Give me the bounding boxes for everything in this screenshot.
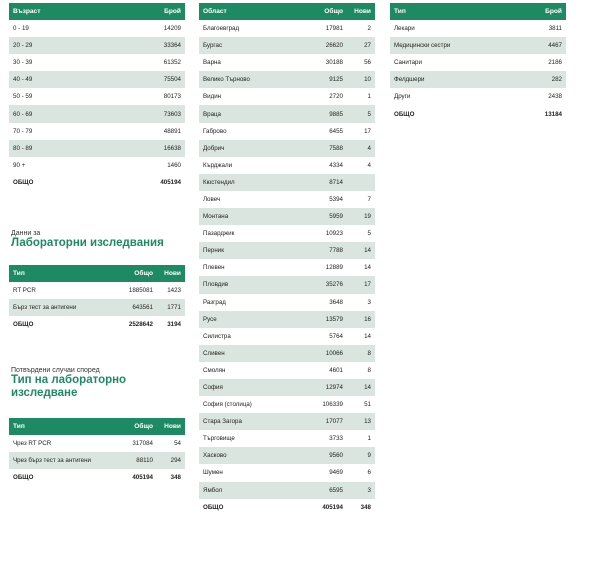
table-row bbox=[199, 157, 375, 174]
cell: 9885 bbox=[299, 105, 347, 122]
cell: Бърз тест за антигени bbox=[9, 299, 101, 316]
cell: 19 bbox=[347, 208, 375, 225]
cell: 9560 bbox=[299, 447, 347, 464]
cell: Търговище bbox=[203, 435, 235, 443]
cell: 0 - 19 bbox=[13, 25, 29, 33]
cell: 26620 bbox=[299, 37, 347, 54]
cell: 8 bbox=[367, 366, 371, 374]
cell: 2186 bbox=[548, 59, 562, 67]
confirmed-cases-table bbox=[9, 418, 185, 486]
table-row bbox=[199, 276, 375, 293]
cell: 643561 bbox=[101, 299, 157, 316]
cell: 61352 bbox=[163, 59, 181, 67]
cell: 1423 bbox=[167, 287, 181, 295]
table-row bbox=[199, 191, 375, 208]
cell: ОБЩО bbox=[9, 316, 101, 333]
cell: 16 bbox=[347, 311, 375, 328]
cell: 348 bbox=[347, 499, 375, 516]
cell: 5959 bbox=[299, 208, 347, 225]
cell: 13 bbox=[347, 413, 375, 430]
cell: 14209 bbox=[163, 25, 181, 33]
cell: Медицински сестри bbox=[390, 37, 500, 54]
confirmed-section-heading bbox=[11, 367, 126, 400]
lab-tests-table bbox=[9, 265, 185, 333]
cell: 17 bbox=[364, 127, 371, 135]
cell: 17 bbox=[347, 276, 375, 293]
total-row bbox=[199, 499, 375, 516]
table-row bbox=[9, 299, 185, 316]
cell: Плевен bbox=[203, 264, 225, 272]
cell: 40 - 49 bbox=[9, 71, 119, 88]
cell: Лекари bbox=[394, 25, 415, 33]
cell: RT PCR bbox=[13, 287, 36, 295]
cell: 10 bbox=[347, 71, 375, 88]
cell: 3733 bbox=[329, 435, 343, 443]
cell: Благоевград bbox=[203, 25, 240, 33]
cell: 6 bbox=[367, 469, 371, 477]
col-header: Тип bbox=[394, 8, 406, 15]
cell: 51 bbox=[364, 401, 371, 409]
cell: 1 bbox=[367, 435, 371, 443]
cell: 33364 bbox=[119, 37, 185, 54]
table-row bbox=[199, 54, 375, 71]
col-header: Нови bbox=[164, 423, 181, 430]
cell: 16638 bbox=[119, 140, 185, 157]
section-title: Лабораторни изследвания bbox=[11, 237, 164, 249]
table-row bbox=[199, 345, 375, 362]
cell: 3 bbox=[367, 298, 371, 306]
cell: Сливен bbox=[199, 345, 299, 362]
table-row bbox=[199, 174, 375, 191]
cell: 90 + bbox=[13, 161, 26, 169]
cell: 3 bbox=[347, 482, 375, 499]
table-row bbox=[199, 71, 375, 88]
cell: 10923 bbox=[325, 230, 343, 238]
cell: 14 bbox=[347, 242, 375, 259]
col-header: Общо bbox=[134, 423, 153, 430]
cell: 4334 bbox=[329, 161, 343, 169]
section-title-line2: изследване bbox=[11, 387, 78, 400]
lab-section-heading bbox=[11, 230, 164, 250]
cell: 2528642 bbox=[101, 316, 157, 333]
table-row bbox=[9, 20, 185, 37]
cell: София bbox=[199, 379, 299, 396]
region-table-body bbox=[199, 20, 375, 516]
cell: ОБЩО bbox=[9, 469, 109, 486]
cell: Бургас bbox=[199, 37, 299, 54]
cell: ОБЩО bbox=[199, 499, 299, 516]
table-row bbox=[199, 123, 375, 140]
table-row bbox=[199, 242, 375, 259]
col-header: Възраст bbox=[13, 8, 41, 15]
total-row bbox=[9, 174, 185, 191]
medical-staff-table bbox=[390, 3, 566, 123]
cell: София (столица) bbox=[203, 401, 252, 409]
cell: Чрез бърз тест за антигени bbox=[9, 452, 109, 469]
table-row bbox=[199, 140, 375, 157]
table-header bbox=[199, 3, 375, 20]
total-row bbox=[9, 316, 185, 333]
table-row bbox=[9, 282, 185, 299]
cell: 48891 bbox=[163, 127, 181, 135]
table-header bbox=[9, 3, 185, 20]
cell: Стара Загора bbox=[199, 413, 299, 430]
table-row bbox=[9, 140, 185, 157]
cell: Шумен bbox=[203, 469, 223, 477]
cell: 5 bbox=[347, 105, 375, 122]
cell: 6595 bbox=[299, 482, 347, 499]
cell: 8 bbox=[347, 345, 375, 362]
region-table bbox=[199, 3, 375, 516]
table-row bbox=[390, 37, 566, 54]
cell: Кюстендил bbox=[199, 174, 299, 191]
cell: 2438 bbox=[548, 93, 562, 101]
col-header: Област bbox=[203, 8, 227, 15]
cell: 14 bbox=[364, 332, 371, 340]
cell: Смолян bbox=[203, 366, 226, 374]
cell: 9 bbox=[347, 447, 375, 464]
table-row bbox=[199, 294, 375, 311]
table-row bbox=[9, 105, 185, 122]
table-row bbox=[199, 430, 375, 447]
cell: Велико Търново bbox=[199, 71, 299, 88]
cell: Монтана bbox=[199, 208, 299, 225]
table-row bbox=[9, 123, 185, 140]
cell: 80 - 89 bbox=[9, 140, 119, 157]
cell: 9125 bbox=[299, 71, 347, 88]
table-row bbox=[9, 54, 185, 71]
cell: Перник bbox=[199, 242, 299, 259]
table-row bbox=[199, 447, 375, 464]
cell: 14 bbox=[347, 379, 375, 396]
table-header bbox=[9, 418, 185, 435]
cell: 348 bbox=[157, 469, 185, 486]
cell: Други bbox=[394, 93, 411, 101]
cell: 75504 bbox=[119, 71, 185, 88]
cell: 7588 bbox=[299, 140, 347, 157]
cell: 12974 bbox=[299, 379, 347, 396]
cell: 9469 bbox=[329, 469, 343, 477]
cell: 54 bbox=[174, 440, 181, 448]
table-row bbox=[390, 20, 566, 37]
cell: 6455 bbox=[329, 127, 343, 135]
table-header bbox=[9, 265, 185, 282]
cell bbox=[347, 174, 375, 191]
cell: 405194 bbox=[299, 499, 347, 516]
cell: 106339 bbox=[322, 401, 343, 409]
cell: 60 - 69 bbox=[9, 105, 119, 122]
table-row bbox=[9, 71, 185, 88]
table-row bbox=[199, 259, 375, 276]
cell: ОБЩО bbox=[9, 174, 119, 191]
table-row bbox=[199, 379, 375, 396]
cell: 3648 bbox=[329, 298, 343, 306]
cell: 5 bbox=[367, 230, 371, 238]
table-row bbox=[9, 88, 185, 105]
cell: 4601 bbox=[329, 366, 343, 374]
cell: 5764 bbox=[329, 332, 343, 340]
cell: Враца bbox=[199, 105, 299, 122]
section-title-line1: Тип на лабораторно bbox=[11, 374, 127, 386]
table-row bbox=[199, 464, 375, 481]
cell: Разград bbox=[203, 298, 226, 306]
cell: Пазарджик bbox=[203, 230, 235, 238]
cell: 1771 bbox=[157, 299, 185, 316]
cell: 405194 bbox=[109, 469, 157, 486]
table-row bbox=[199, 88, 375, 105]
cell: 405194 bbox=[119, 174, 185, 191]
cell: 17981 bbox=[325, 25, 343, 33]
cell: 17077 bbox=[299, 413, 347, 430]
cell: 12889 bbox=[325, 264, 343, 272]
cell: Чрез RT PCR bbox=[13, 440, 52, 448]
cell: 56 bbox=[364, 59, 371, 67]
cell: 8714 bbox=[299, 174, 347, 191]
cell: Ловеч bbox=[203, 195, 221, 203]
cell: 73603 bbox=[119, 105, 185, 122]
table-row bbox=[9, 452, 185, 469]
cell: 4 bbox=[367, 161, 371, 169]
table-row bbox=[199, 482, 375, 499]
col-header: Брой bbox=[545, 8, 562, 15]
table-row bbox=[199, 311, 375, 328]
cell: Пловдив bbox=[199, 276, 299, 293]
col-header: Нови bbox=[354, 8, 371, 15]
table-row bbox=[199, 413, 375, 430]
col-header: Тип bbox=[13, 423, 25, 430]
cell: 14 bbox=[364, 264, 371, 272]
cell: Кърджали bbox=[203, 161, 233, 169]
cell: 80173 bbox=[163, 93, 181, 101]
cell: 1460 bbox=[167, 161, 181, 169]
cell: 50 - 59 bbox=[13, 93, 33, 101]
col-header: Общо bbox=[134, 270, 153, 277]
cell: Фелдшери bbox=[390, 71, 500, 88]
cell: 3194 bbox=[157, 316, 185, 333]
cell: 30 - 39 bbox=[13, 59, 33, 67]
cell: Силистра bbox=[203, 332, 231, 340]
total-row bbox=[390, 105, 566, 122]
cell: Русе bbox=[199, 311, 299, 328]
section-subtitle: Потвърдени случаи според bbox=[11, 367, 100, 374]
cell: 7788 bbox=[299, 242, 347, 259]
cell: 30188 bbox=[325, 59, 343, 67]
age-table bbox=[9, 3, 185, 191]
cell: Варна bbox=[203, 59, 221, 67]
cell: Санитари bbox=[394, 59, 422, 67]
cell: 1885081 bbox=[128, 287, 153, 295]
cell: 35276 bbox=[299, 276, 347, 293]
cell: 20 - 29 bbox=[9, 37, 119, 54]
col-header: Брой bbox=[164, 8, 181, 15]
table-row bbox=[9, 435, 185, 452]
table-row bbox=[199, 20, 375, 37]
col-header: Тип bbox=[13, 270, 25, 277]
cell: 88110 bbox=[109, 452, 157, 469]
table-row bbox=[390, 88, 566, 105]
cell: ОБЩО bbox=[390, 105, 500, 122]
cell: 10066 bbox=[299, 345, 347, 362]
cell: 13184 bbox=[500, 105, 566, 122]
cell: 4 bbox=[347, 140, 375, 157]
table-row bbox=[199, 396, 375, 413]
cell: 3811 bbox=[548, 25, 562, 33]
cell: Видин bbox=[203, 93, 222, 101]
cell: Добрич bbox=[199, 140, 299, 157]
table-row bbox=[199, 225, 375, 242]
cell: 7 bbox=[367, 195, 371, 203]
total-row bbox=[9, 469, 185, 486]
cell: Ямбол bbox=[199, 482, 299, 499]
cell: Габрово bbox=[203, 127, 227, 135]
table-row bbox=[9, 157, 185, 174]
table-row bbox=[199, 105, 375, 122]
cell: 5394 bbox=[329, 195, 343, 203]
table-row bbox=[390, 54, 566, 71]
table-row bbox=[390, 71, 566, 88]
col-header: Нови bbox=[164, 270, 181, 277]
cell: 317084 bbox=[132, 440, 153, 448]
cell: 13579 bbox=[299, 311, 347, 328]
table-row bbox=[9, 37, 185, 54]
table-row bbox=[199, 208, 375, 225]
cell: 1 bbox=[367, 93, 371, 101]
cell: 294 bbox=[157, 452, 185, 469]
table-row bbox=[199, 328, 375, 345]
cell: 282 bbox=[500, 71, 566, 88]
cell: 2 bbox=[367, 25, 371, 33]
section-subtitle: Данни за bbox=[11, 230, 41, 237]
cell: 2720 bbox=[329, 93, 343, 101]
col-header: Общо bbox=[324, 8, 343, 15]
cell: 27 bbox=[347, 37, 375, 54]
table-row bbox=[199, 362, 375, 379]
cell: 4467 bbox=[500, 37, 566, 54]
cell: Хасково bbox=[199, 447, 299, 464]
table-header bbox=[390, 3, 566, 20]
table-row bbox=[199, 37, 375, 54]
cell: 70 - 79 bbox=[13, 127, 33, 135]
